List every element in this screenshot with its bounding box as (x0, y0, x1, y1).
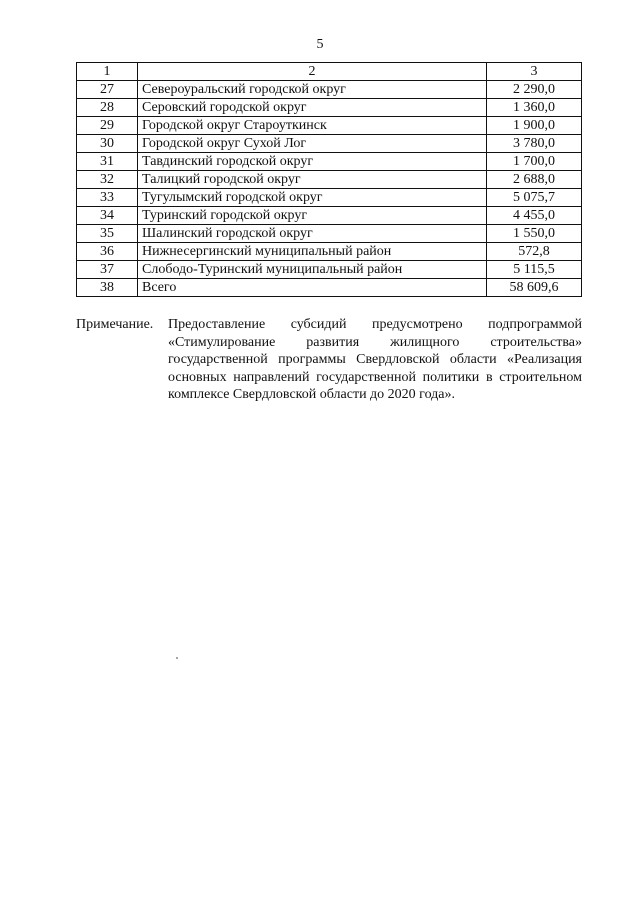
note-line: государственной программы Свердловской области «Реализация (168, 352, 582, 367)
row-name: Североуральский городской округ (138, 81, 487, 99)
row-number: 35 (77, 225, 138, 243)
column-header-1: 1 (77, 63, 138, 81)
row-amount: 4 455,0 (487, 207, 582, 225)
row-amount: 5 115,5 (487, 261, 582, 279)
row-number: 32 (77, 171, 138, 189)
scan-speck (176, 657, 178, 659)
column-header-2: 2 (138, 63, 487, 81)
row-name: Тугулымский городской округ (138, 189, 487, 207)
row-number: 37 (77, 261, 138, 279)
table-row (77, 261, 582, 279)
row-number: 38 (77, 279, 138, 297)
row-number: 30 (77, 135, 138, 153)
column-header-3: 3 (487, 63, 582, 81)
row-number: 36 (77, 243, 138, 261)
row-amount: 58 609,6 (487, 279, 582, 297)
row-amount: 1 900,0 (487, 117, 582, 135)
row-name: Нижнесергинский муниципальный район (138, 243, 487, 261)
row-amount: 3 780,0 (487, 135, 582, 153)
row-name: Слободо-Туринский муниципальный район (138, 261, 487, 279)
row-name: Тавдинский городской округ (138, 153, 487, 171)
table-row (77, 171, 582, 189)
note-text (168, 316, 582, 404)
table-row (77, 117, 582, 135)
row-amount: 2 290,0 (487, 81, 582, 99)
row-amount: 572,8 (487, 243, 582, 261)
row-number: 33 (77, 189, 138, 207)
table-row (77, 99, 582, 117)
table-row (77, 153, 582, 171)
table-header-row (77, 63, 582, 81)
row-number: 34 (77, 207, 138, 225)
row-name: Шалинский городской округ (138, 225, 487, 243)
row-number: 31 (77, 153, 138, 171)
row-number: 28 (77, 99, 138, 117)
table-row (77, 189, 582, 207)
row-amount: 1 360,0 (487, 99, 582, 117)
row-amount: 2 688,0 (487, 171, 582, 189)
table-row (77, 81, 582, 99)
page-number: 5 (316, 37, 324, 52)
note-line: основных направлений государственной политики в строительном (168, 369, 582, 385)
row-name: Туринский городской округ (138, 207, 487, 225)
note-line: «Стимулирование развития жилищного строительства» (168, 334, 582, 350)
row-name: Городской округ Староуткинск (138, 117, 487, 135)
row-amount: 1 700,0 (487, 153, 582, 171)
note-line: комплексе Свердловской области до 2020 года». (168, 387, 456, 402)
row-name: Городской округ Сухой Лог (138, 135, 487, 153)
row-name: Всего (138, 279, 487, 297)
table-row (77, 135, 582, 153)
table-row (77, 243, 582, 261)
row-name: Серовский городской округ (138, 99, 487, 117)
row-name: Талицкий городской округ (138, 171, 487, 189)
row-number: 27 (77, 81, 138, 99)
note-line: Предоставление субсидий предусмотрено подпрограммой (168, 317, 582, 332)
row-amount: 5 075,7 (487, 189, 582, 207)
table-row (77, 207, 582, 225)
table-row (77, 225, 582, 243)
subsidy-table (76, 62, 582, 297)
note-label: Примечание. (76, 317, 154, 332)
table-row (77, 279, 582, 297)
row-number: 29 (77, 117, 138, 135)
row-amount: 1 550,0 (487, 225, 582, 243)
